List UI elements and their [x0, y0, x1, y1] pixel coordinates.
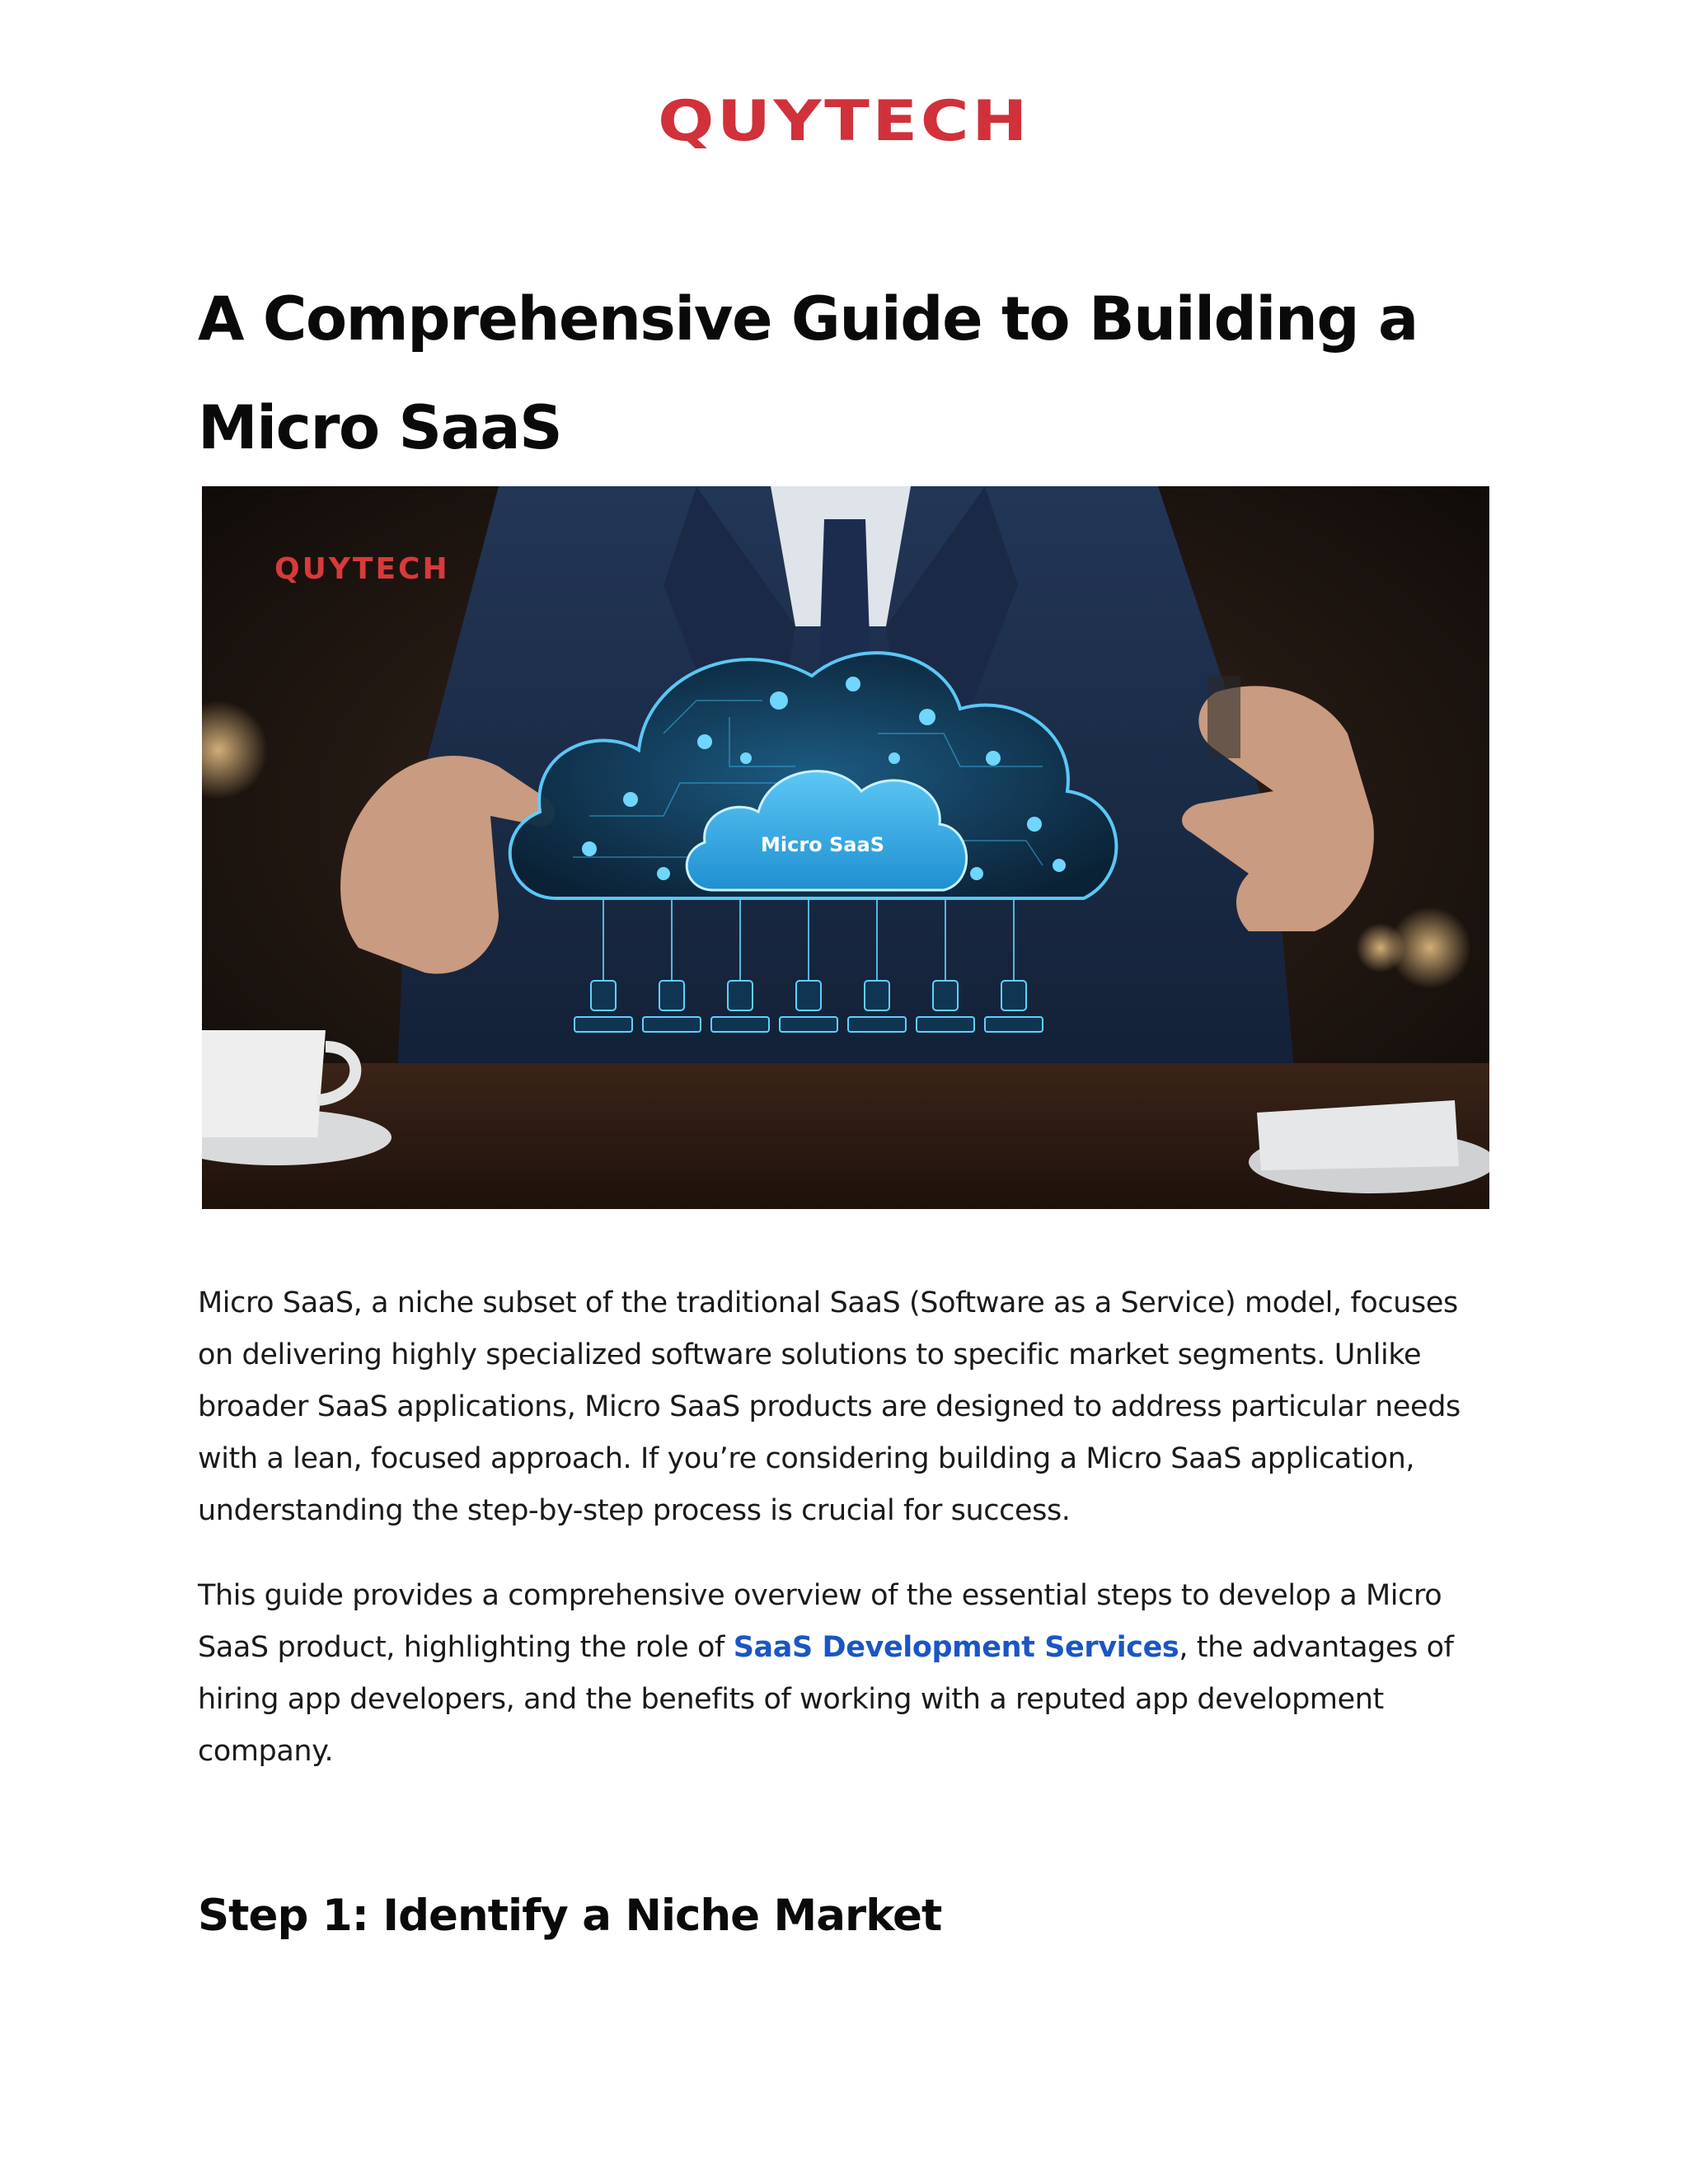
- guide-paragraph-end: , the advantages of hiring app developers, and the benefits of working with a reputed app development company.: [198, 1631, 1454, 1768]
- intro-paragraph: Micro SaaS, a niche subset of the traditional SaaS (Software as a Service) model, focuses on delivering highly specialized software solutions to specific market segments. Unlike broader SaaS applications, Micro SaaS products are designed to address particular needs with a lean, focused approach. If you’re considering building a Micro SaaS application, understanding the step-by-step process is crucial for success.: [198, 1286, 1461, 1527]
- article-title: A Comprehensive Guide to Building a Micro SaaS: [198, 284, 1418, 463]
- article-body: [198, 1277, 1492, 1811]
- step-1-heading: Step 1: Identify a Niche Market: [198, 1891, 942, 1941]
- guide-paragraph-start: This guide provides a comprehensive overview of the essential steps to develop a Micro SaaS product, highlighting the role of: [198, 1579, 1442, 1664]
- hero-image: [202, 486, 1489, 1209]
- hero-logo: QUYTECH: [274, 552, 450, 586]
- guide-paragraph: [198, 1570, 1492, 1778]
- cloud-label: Micro SaaS: [761, 833, 884, 856]
- saas-development-services-link[interactable]: SaaS Development Services: [733, 1631, 1179, 1664]
- brand-logo[interactable]: QUYTECH: [658, 89, 1030, 154]
